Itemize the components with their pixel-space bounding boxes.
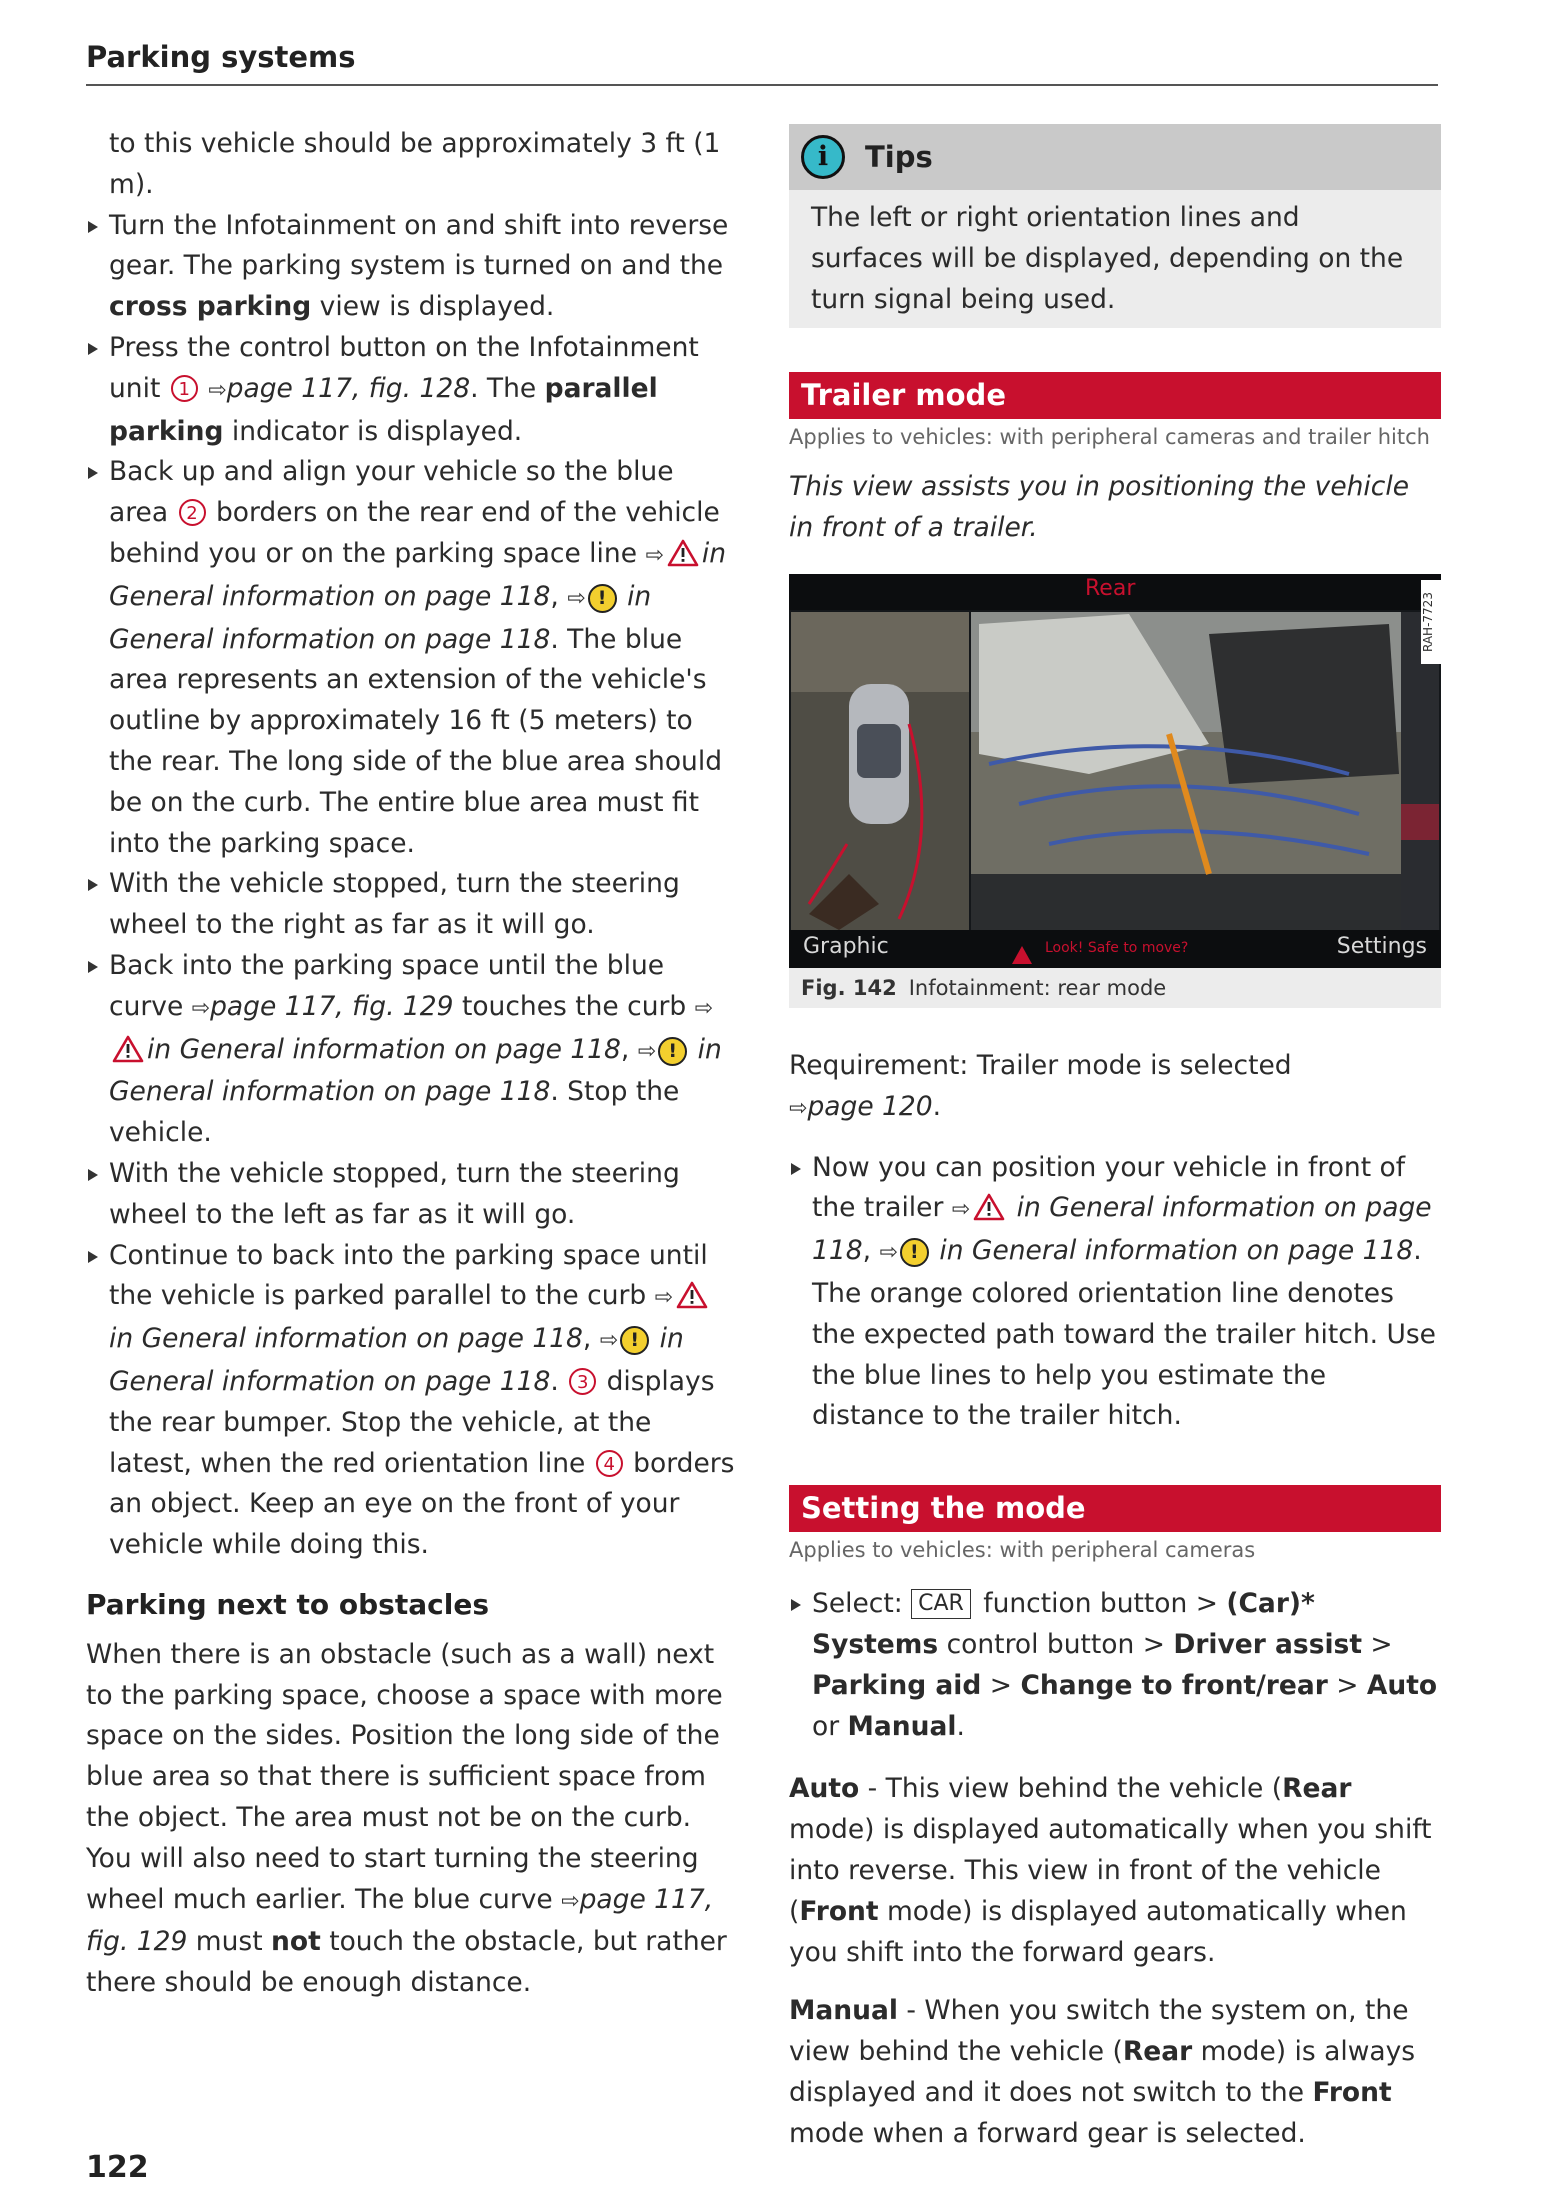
note-exclamation-icon: ! bbox=[620, 1326, 649, 1355]
cross-reference-arrow-icon: ⇨ bbox=[208, 377, 227, 403]
step-back-into-space: Back into the parking space until the blue curve ⇨page 117, fig. 129 touches the curb ⇨in General information on page 118, ⇨ ! in General information on page 118. Stop the vehicle. bbox=[86, 946, 736, 1154]
warning-reference-link[interactable]: in General information on page 118 bbox=[109, 537, 727, 612]
infotainment-rear-view-image bbox=[789, 574, 1441, 968]
step-turn-on-infotainment: Turn the Infotainment on and shift into reverse gear. The parking system is turned on and the cross parking view is displayed. bbox=[86, 206, 736, 328]
screen-title: Rear bbox=[1085, 575, 1136, 601]
warning-triangle-icon bbox=[676, 1281, 708, 1309]
page-reference-link[interactable]: page 120 bbox=[807, 1090, 933, 1122]
obstacles-paragraph: When there is an obstacle (such as a wall) next to the parking space, choose a space with more space on the sides. Position the long side of the blue area so that there is sufficient space from the object. The area must not be on the curb. You will also need to start turning the steering wheel much earlier. The blue curve ⇨page 117, fig. 129 must not touch the obstacle, but rather there should be enough distance. bbox=[86, 1638, 727, 1999]
rear-camera-graphic bbox=[789, 574, 1441, 968]
callout-3: 3 bbox=[569, 1368, 596, 1395]
step-press-control-button: Press the control button on the Infotainment unit 1 ⇨page 117, fig. 128. The parallel parking indicator is displayed. bbox=[86, 328, 736, 452]
warning-triangle-icon bbox=[973, 1193, 1005, 1221]
trailer-intro: This view assists you in positioning the vehicle in front of a trailer. bbox=[789, 471, 1410, 544]
cross-reference-arrow-icon: ⇨ bbox=[879, 1240, 898, 1266]
note-reference-link[interactable]: in General information on page 118 bbox=[109, 1033, 722, 1108]
cross-reference-arrow-icon: ⇨ bbox=[694, 995, 714, 1021]
cross-reference-arrow-icon: ⇨ bbox=[654, 1285, 674, 1311]
note-exclamation-icon: ! bbox=[900, 1238, 929, 1267]
cross-reference-arrow-icon: ⇨ bbox=[951, 1197, 971, 1223]
cross-reference-arrow-icon: ⇨ bbox=[191, 995, 211, 1021]
step-continue-parking: Continue to back into the parking space until the vehicle is parked parallel to the curb ⇨ in General information on page 118, ⇨ ! in General information on page 118. 3 displays the rear bumper. Stop the vehicle, at the latest, when the red orientation line 4 borders an object. Keep an eye on the front of your vehicle while doing this. bbox=[86, 1236, 736, 1566]
continued-paragraph: to this vehicle should be approximately 3 ft (1 m). bbox=[109, 128, 721, 200]
step-turn-wheel-left: With the vehicle stopped, turn the steering wheel to the left as far as it will go. bbox=[86, 1154, 736, 1236]
cross-reference-arrow-icon: ⇨ bbox=[637, 1038, 657, 1064]
note-exclamation-icon: ! bbox=[658, 1037, 687, 1066]
step-align-blue-area: Back up and align your vehicle so the blue area 2 borders on the rear end of the vehicle behind you or on the parking space line ⇨ in General information on page 118, ⇨ ! in General information on page 118. The blue area represents an extension of the vehicle's outline by approximately 16 ft (5 meters) to the rear. The long side of the blue area should be on the curb. The entire blue area must fit into the parking space. bbox=[86, 452, 736, 864]
car-key-button: CAR bbox=[911, 1589, 971, 1619]
cross-reference-arrow-icon: ⇨ bbox=[599, 1328, 619, 1354]
trailer-requirement: Requirement: Trailer mode is selected ⇨page 120. bbox=[789, 1049, 1292, 1122]
tips-body: The left or right orientation lines and surfaces will be displayed, depending on the turn signal being used. bbox=[811, 202, 1404, 315]
page-reference-link[interactable]: page 117, fig. 128 bbox=[226, 372, 471, 404]
page-reference-link[interactable]: page 117, fig. 129 bbox=[210, 990, 454, 1022]
right-column bbox=[789, 124, 1441, 2155]
step-select-mode: Select: CAR function button > (Car)* Systems control button > Driver assist > Parking aid > Change to front/rear > Auto or Manual. bbox=[789, 1584, 1441, 1747]
trailer-mode-heading: Trailer mode bbox=[789, 372, 1441, 419]
page-number: 122 bbox=[86, 2150, 149, 2185]
note-exclamation-icon: ! bbox=[588, 584, 617, 613]
left-column bbox=[86, 124, 736, 2004]
callout-2: 2 bbox=[179, 499, 206, 526]
tips-box bbox=[789, 124, 1441, 328]
warning-reference-link[interactable]: in General information on page 118 bbox=[147, 1033, 621, 1065]
warning-reference-link[interactable]: in General information on page 118 bbox=[109, 1323, 583, 1355]
mode-applies-note: Applies to vehicles: with peripheral cameras bbox=[789, 1538, 1256, 1563]
callout-1: 1 bbox=[171, 375, 198, 402]
graphic-button[interactable]: Graphic bbox=[803, 933, 889, 959]
note-reference-link[interactable]: in General information on page 118 bbox=[109, 580, 652, 655]
running-head: Parking systems bbox=[86, 40, 356, 74]
tips-title: Tips bbox=[865, 140, 933, 174]
setting-mode-heading: Setting the mode bbox=[789, 1485, 1441, 1532]
note-reference-link[interactable]: in General information on page 118 bbox=[109, 1323, 684, 1397]
trailer-applies-note: Applies to vehicles: with peripheral cameras and trailer hitch bbox=[789, 425, 1430, 450]
page-reference-link[interactable]: page 117, fig. 129 bbox=[86, 1883, 714, 1958]
manual-mode-paragraph: Manual - When you switch the system on, the view behind the vehicle (Rear mode) is always displayed and it does not switch to the Front mode when a forward gear is selected. bbox=[789, 1995, 1416, 2149]
figure-caption: Fig. 142 Infotainment: rear mode bbox=[789, 968, 1441, 1008]
tips-header bbox=[789, 124, 1441, 190]
callout-4: 4 bbox=[596, 1450, 623, 1477]
settings-button[interactable]: Settings bbox=[1336, 933, 1427, 959]
info-icon: i bbox=[801, 135, 845, 179]
warning-reference-link[interactable]: in General information on page 118 bbox=[812, 1192, 1432, 1267]
figure-code: RAH-7723 bbox=[1421, 580, 1441, 664]
warning-triangle-icon bbox=[112, 1035, 144, 1063]
cross-reference-arrow-icon: ⇨ bbox=[561, 1888, 580, 1914]
cross-reference-arrow-icon: ⇨ bbox=[645, 542, 664, 568]
warning-triangle-icon bbox=[667, 539, 699, 567]
obstacles-heading: Parking next to obstacles bbox=[86, 1587, 489, 1621]
note-reference-link[interactable]: in General information on page 118 bbox=[939, 1235, 1414, 1267]
header-rule bbox=[86, 84, 1438, 86]
auto-mode-paragraph: Auto - This view behind the vehicle (Rear mode) is displayed automatically when you shift into reverse. This view in front of the vehicle (Front mode) is displayed automatically when you shift into the forward gears. bbox=[789, 1773, 1432, 1968]
cross-reference-arrow-icon: ⇨ bbox=[567, 585, 586, 611]
cross-reference-arrow-icon: ⇨ bbox=[789, 1095, 808, 1121]
screen-warning: Look! Safe to move? bbox=[1045, 939, 1189, 956]
step-position-vehicle: Now you can position your vehicle in front of the trailer ⇨ in General information on page 118, ⇨ ! in General information on page 118. The orange colored orientation line denotes the expected path toward the trailer hitch. Use the blue lines to help you estimate the distance to the trailer hitch. bbox=[789, 1148, 1441, 1438]
step-turn-wheel-right: With the vehicle stopped, turn the steering wheel to the right as far as it will go. bbox=[86, 864, 736, 946]
